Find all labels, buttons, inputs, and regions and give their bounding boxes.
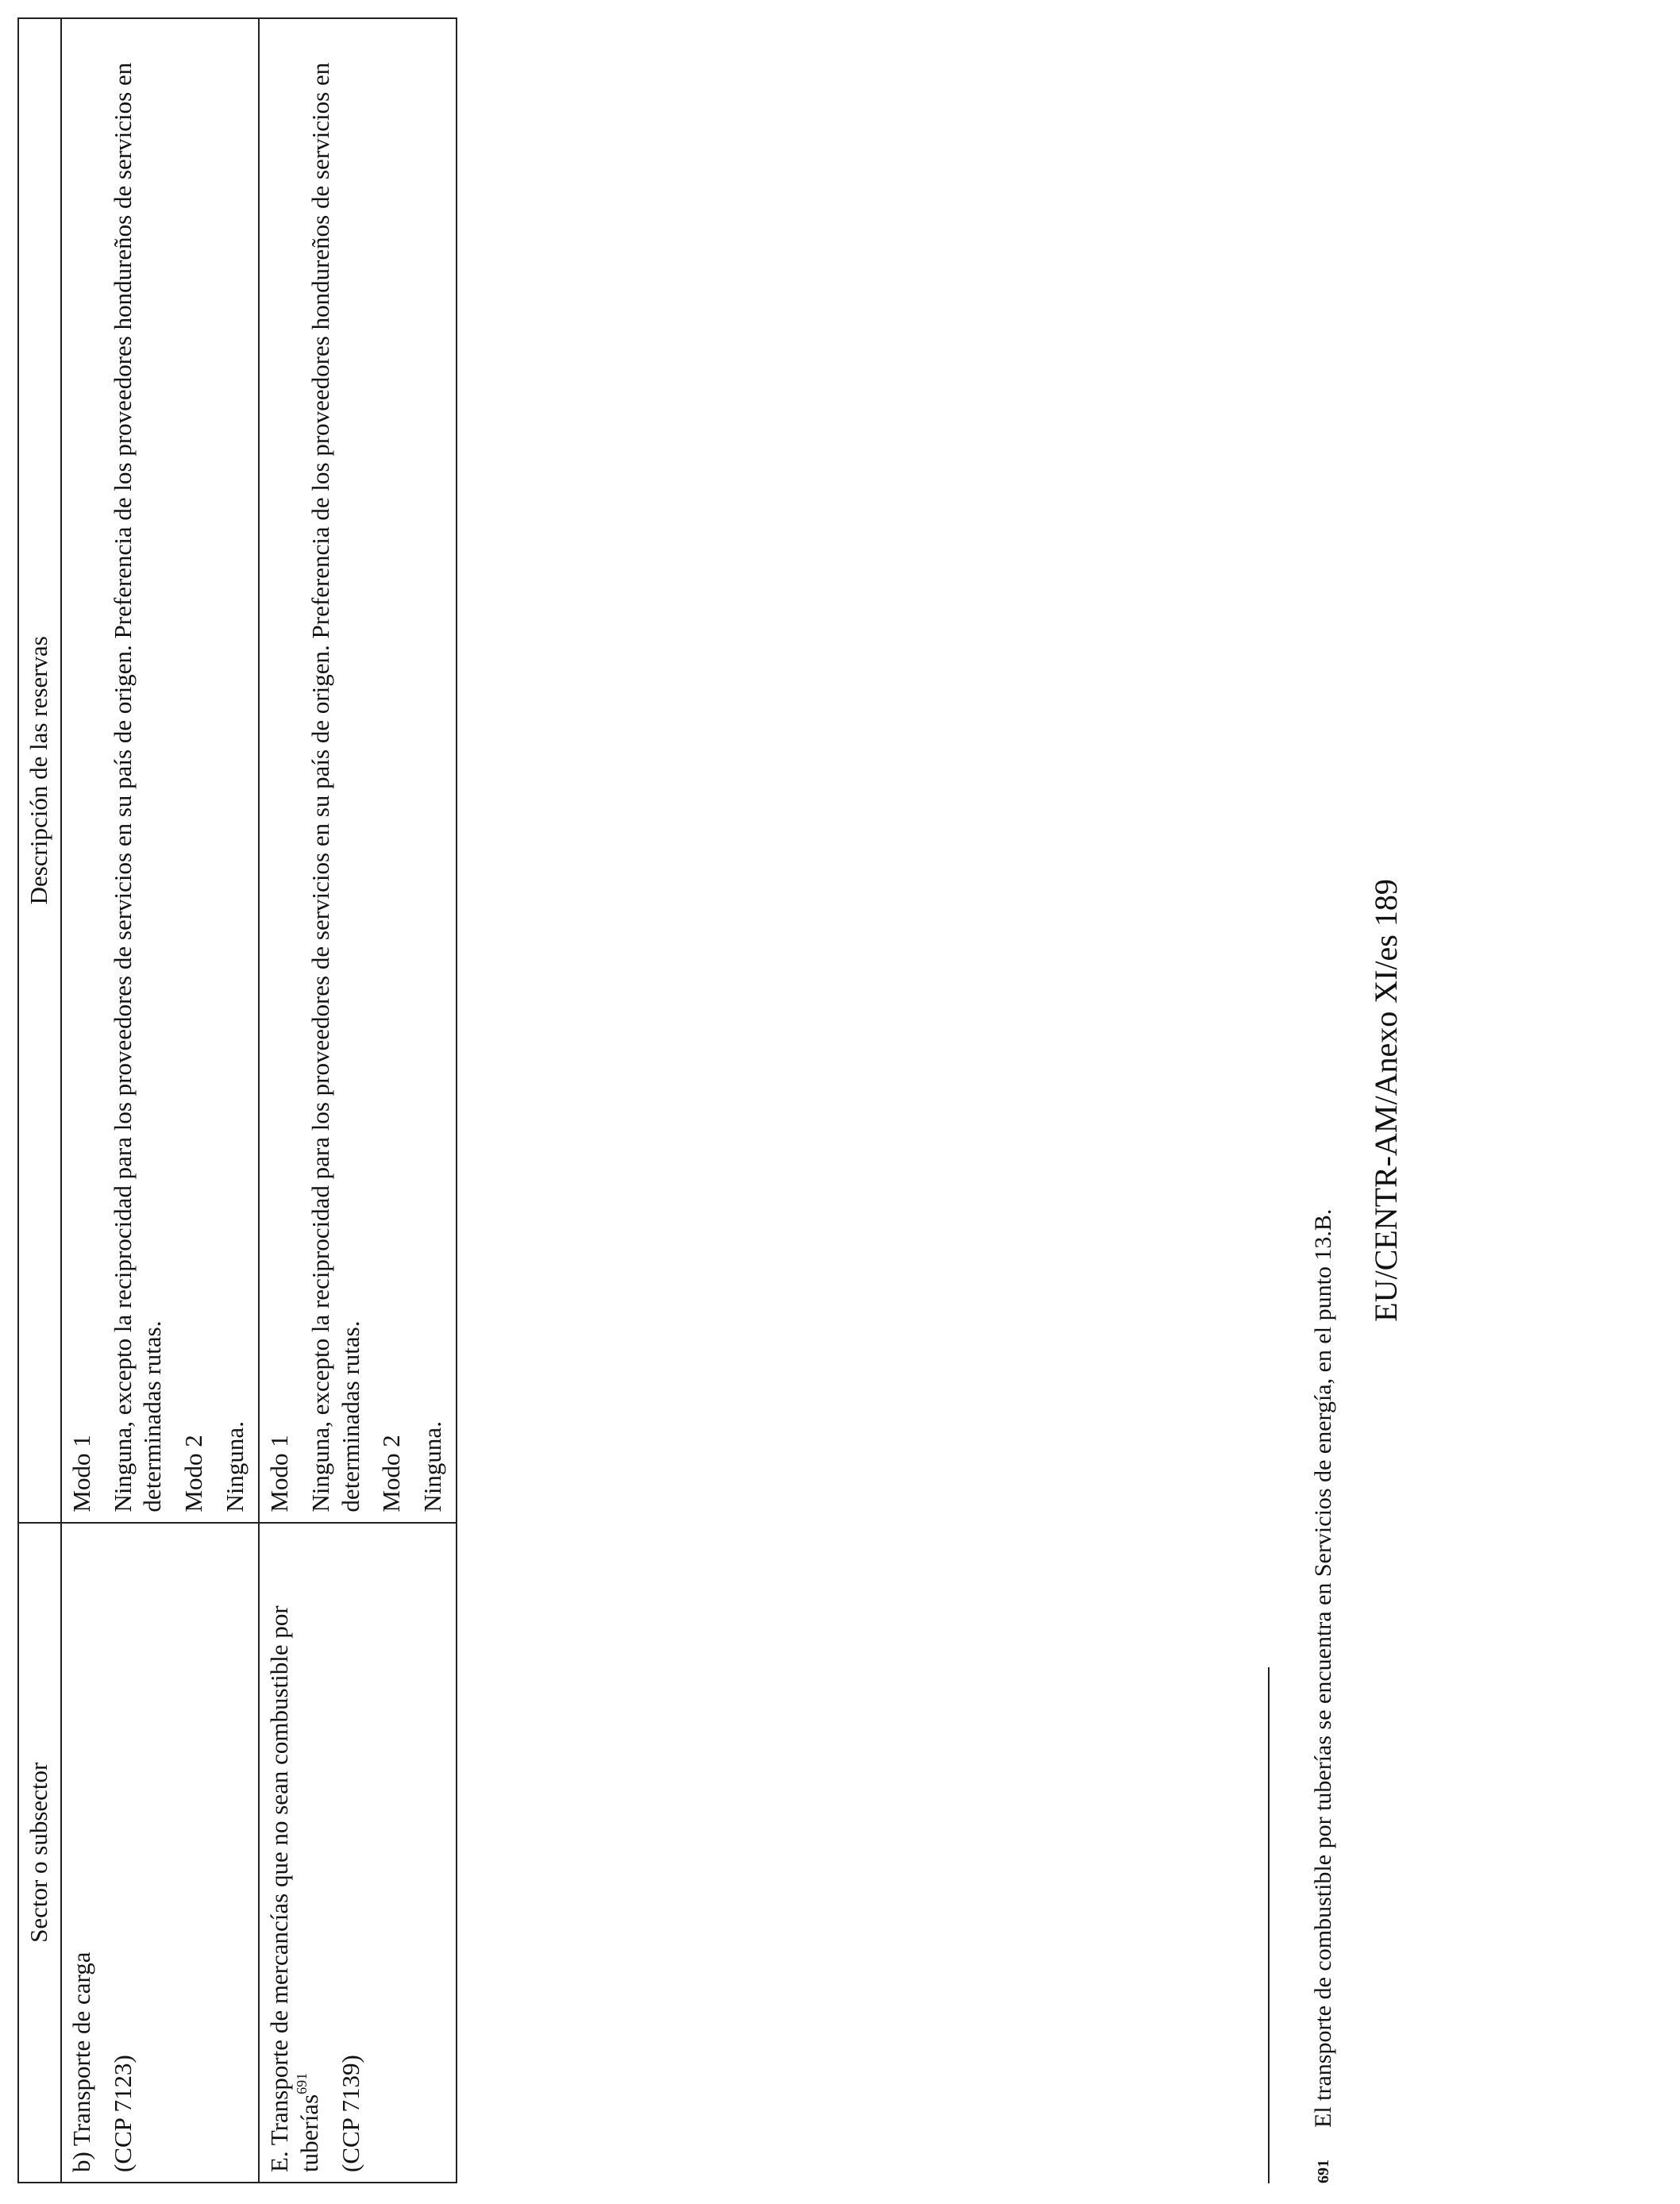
reservations-table <box>17 17 457 2183</box>
mode-label: Modo 2 <box>179 1435 208 1512</box>
footnote-text: El transporte de combustible por tuberías se encuentra en Servicios de energía, en el punto 13.B. <box>1310 1208 1336 2128</box>
reservas-cell <box>61 18 259 1523</box>
sector-code: (CCP 7139) <box>336 2055 364 2172</box>
header-sector: Sector o subsector <box>18 1523 61 2183</box>
footnote <box>1310 40 1337 2183</box>
page-reference: EU/CENTR-AM/Anexo XI/es 189 <box>1368 879 1404 1322</box>
header-reservas: Descripción de las reservas <box>18 18 61 1523</box>
mode-label: Modo 1 <box>264 1435 293 1512</box>
footnote-divider <box>1268 1667 1270 2183</box>
table-row <box>61 18 259 2183</box>
footnote-ref: 691 <box>294 2072 310 2094</box>
mode-text: Ninguna, excepto la reciprocidad para los proveedores de servicios en su país de origen. Preferencia de los proveedores hondureños de servicios en determinadas rutas. <box>306 62 364 1512</box>
footnote-number: 691 <box>1315 2160 1332 2183</box>
reservas-cell <box>259 18 457 1523</box>
sector-title <box>264 1533 325 2172</box>
table-row <box>259 18 457 2183</box>
sector-cell <box>61 1523 259 2183</box>
mode-label: Modo 2 <box>377 1435 406 1512</box>
sector-cell <box>259 1523 457 2183</box>
mode-text: Ninguna. <box>418 1421 447 1512</box>
sector-title-text: E. Transporte de mercancías que no sean combustible por tuberías <box>264 1605 323 2172</box>
mode-text: Ninguna, excepto la reciprocidad para los proveedores de servicios en su país de origen. Preferencia de los proveedores hondureños de servicios en determinadas rutas. <box>108 62 167 1512</box>
sector-title: b) Transporte de carga <box>67 1952 95 2172</box>
table-header-row <box>18 18 61 2183</box>
mode-text: Ninguna. <box>221 1421 249 1512</box>
mode-label: Modo 1 <box>67 1435 95 1512</box>
rotated-page <box>17 17 1431 2183</box>
sector-code: (CCP 7123) <box>108 2055 137 2172</box>
